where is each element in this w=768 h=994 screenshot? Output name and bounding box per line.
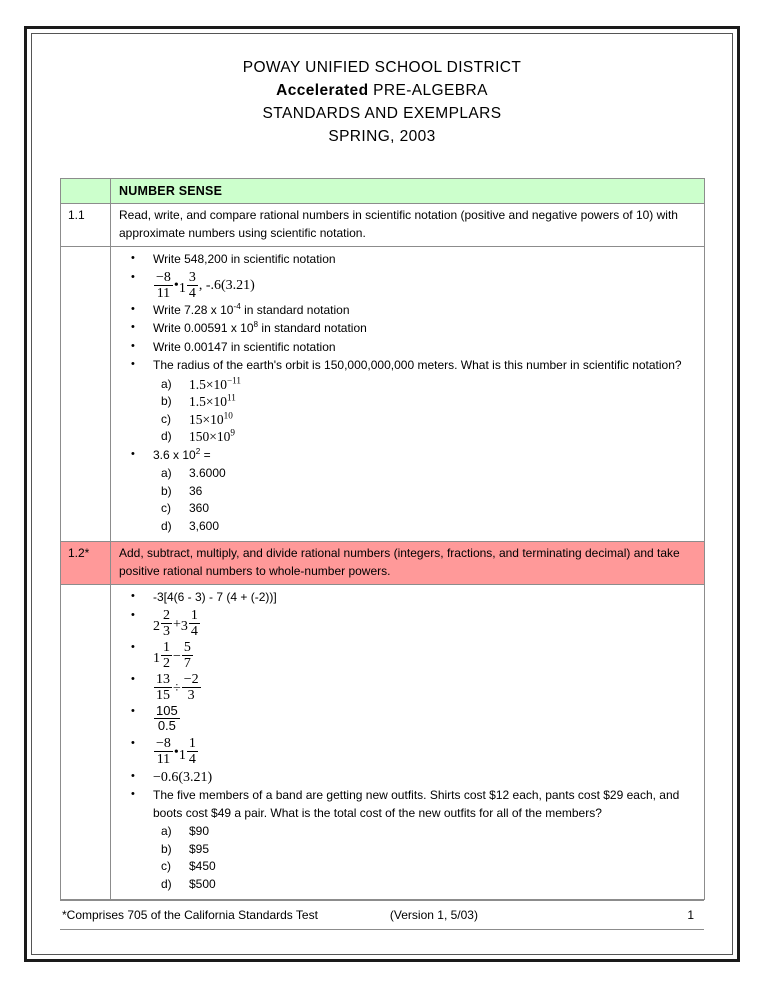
choice-item (153, 411, 700, 429)
choice-text: $90 (189, 824, 210, 839)
page-content (32, 34, 732, 954)
title-line-4 (60, 125, 704, 148)
exemplar-text-post: = (200, 447, 211, 462)
document-title-block (60, 56, 704, 148)
fraction-denominator: 7 (183, 656, 191, 672)
list-item (111, 320, 700, 338)
exemplar-text-post: in standard notation (240, 302, 350, 317)
page-border-outer (24, 26, 740, 962)
choice-item (153, 823, 700, 841)
exponent: 8 (253, 320, 259, 330)
title-text-3: STANDARDS AND EXEMPLARS (262, 105, 502, 122)
exponent: 11 (227, 392, 236, 403)
fraction (182, 640, 193, 671)
standards-table (60, 178, 705, 900)
fraction-denominator: 0.5 (154, 718, 180, 733)
fraction-denominator: 11 (154, 285, 173, 301)
fraction-numerator: 2 (163, 607, 170, 623)
footer-note: *Comprises 705 of the California Standards Test (62, 908, 318, 923)
list-item (111, 769, 700, 787)
standard-text-cell-1-2 (111, 542, 705, 585)
fraction-denominator: 4 (188, 752, 196, 768)
exemplar-list-cell-1-1 (111, 247, 705, 542)
fraction (187, 270, 198, 301)
title-text-2: PRE-ALGEBRA (368, 82, 488, 99)
footer-version: (Version 1, 5/03) (389, 908, 478, 923)
fraction-numerator: 1 (190, 607, 198, 623)
list-item (111, 339, 700, 357)
category-label: NUMBER SENSE (119, 184, 223, 198)
exponent: 10 (223, 410, 233, 421)
choice-list (153, 465, 700, 535)
title-text-1: POWAY UNIFIED SCHOOL DISTRICT (242, 59, 522, 76)
footer-page-number: 1 (687, 908, 694, 923)
fraction (154, 270, 173, 301)
list-item (111, 270, 700, 301)
choice-label: a) (161, 466, 172, 481)
fraction-denominator: 3 (182, 687, 201, 703)
title-line-1 (60, 56, 704, 79)
exemplar-question-text: The radius of the earth's orbit is 150,000,000,000 meters. What is this number in scientific notation? (153, 358, 682, 373)
fraction-numerator: • 105 (156, 703, 178, 719)
exemplar-math (153, 639, 194, 672)
mixed-integer: 1 (178, 280, 186, 296)
standard-number-cell-1-1 (61, 204, 111, 247)
standard-text-1-1: Read, write, and compare rational numbers in scientific notation (positive and negative powers of 10) with approximate numbers using scientific notation. (119, 208, 678, 240)
choice-text: 3,600 (189, 518, 220, 533)
list-item (111, 704, 700, 735)
exemplar-number-cell-1-1 (61, 247, 111, 542)
choice-label: c) (161, 859, 171, 874)
math-operator: − (173, 648, 181, 664)
choice-label: d) (161, 876, 172, 891)
exponent: −11 (227, 375, 242, 386)
exemplar-list-1-1 (111, 247, 704, 541)
exemplar-text-pre: Write 0.00591 x 10 (153, 321, 254, 336)
page-footer (60, 900, 704, 930)
choice-base: 15×10 (189, 411, 224, 427)
list-item (111, 640, 700, 671)
choice-label: d) (161, 518, 172, 533)
choice-list (153, 823, 700, 893)
choice-item (153, 393, 700, 411)
fraction (187, 736, 198, 767)
choice-text: 36 (189, 483, 203, 498)
exponent: -4 (233, 301, 241, 311)
standard-number-1-1: 1.1 (68, 208, 85, 222)
exemplar-text-pre: Write 7.28 x 10 (153, 302, 234, 317)
category-band-num-cell (61, 179, 111, 204)
choice-text: 360 (189, 501, 210, 516)
math-operator: ÷ (173, 681, 181, 696)
math-operator: + (173, 616, 181, 632)
list-item (111, 736, 700, 767)
standard-row-1-1 (61, 204, 705, 247)
choice-item (153, 841, 700, 859)
mixed-integer: 1 (153, 651, 160, 667)
exponent: 2 (195, 446, 201, 456)
fraction-numerator: 1 (163, 639, 170, 655)
standard-row-1-2 (61, 542, 705, 585)
choice-item (153, 428, 700, 446)
choice-label: a) (161, 376, 172, 391)
title-text-4: SPRING, 2003 (328, 128, 436, 145)
exemplar-text: -3[4(6 - 3) - 7 (4 + (-2))] (153, 590, 277, 605)
exemplar-question-text: The five members of a band are getting new outfits. Shirts cost $12 each, pants cost $29 each, and boots cost $49 a pair. What is the total cost of the new outfits for all of the members? (153, 788, 680, 820)
fraction-denominator: 4 (188, 285, 196, 301)
fraction-denominator: 2 (163, 656, 170, 672)
exemplar-text-pre: 3.6 x 10 (153, 447, 196, 462)
mixed-integer: 2 (153, 619, 160, 635)
choice-label: b) (161, 394, 172, 409)
mixed-integer: 3 (180, 619, 188, 635)
title-line-2 (60, 79, 704, 102)
exemplar-text: Write 548,200 in scientific notation (153, 252, 336, 266)
fraction (161, 608, 172, 639)
fraction (161, 640, 172, 671)
choice-base: 150×10 (189, 429, 231, 445)
exemplar-row-1-2 (61, 585, 705, 900)
fraction-numerator: 1 (188, 736, 196, 752)
standard-number-1-2: 1.2* (68, 546, 90, 561)
fraction (154, 736, 173, 767)
standard-number-cell-1-2 (61, 542, 111, 585)
exemplar-math (153, 607, 201, 639)
fraction-denominator: 3 (163, 623, 170, 639)
choice-label: c) (161, 501, 171, 516)
category-band-row (61, 179, 705, 204)
list-item (111, 302, 700, 320)
title-line-3 (60, 102, 704, 125)
choice-list (153, 376, 700, 446)
choice-label: c) (161, 411, 171, 426)
exemplar-math (153, 672, 202, 704)
exemplar-list-cell-1-2 (111, 585, 705, 900)
choice-item (153, 376, 700, 394)
fraction-denominator: 15 (156, 688, 170, 704)
category-band-label-cell (111, 179, 705, 204)
choice-text: $500 (189, 876, 216, 891)
choice-text: $95 (189, 841, 210, 856)
exemplar-math: −0.6(3.21) (153, 769, 213, 785)
exemplar-row-1-1 (61, 247, 705, 542)
choice-label: d) (161, 429, 172, 444)
page-border-inner (31, 33, 733, 955)
list-item (111, 608, 700, 639)
standard-text-cell-1-1 (111, 204, 705, 247)
fraction-denominator: 4 (190, 623, 198, 639)
choice-text: 3.6000 (189, 466, 226, 481)
mixed-integer: 1 (178, 747, 186, 763)
standard-text-1-2: Add, subtract, multiply, and divide rational numbers (integers, fractions, and terminating decimal) and take positive rational numbers to whole-number powers. (119, 546, 680, 578)
choice-base: 1.5×10 (189, 376, 227, 392)
fraction-numerator: • −8 (156, 736, 171, 752)
choice-label: b) (161, 841, 172, 856)
fraction (189, 608, 200, 639)
choice-label: b) (161, 483, 172, 498)
list-item (111, 251, 700, 269)
list-item (111, 589, 700, 607)
list-item (111, 787, 700, 893)
fraction-numerator: • −8 (156, 269, 171, 285)
fraction (182, 672, 201, 703)
math-tail: , -.6(3.21) (198, 278, 255, 294)
choice-item (153, 518, 700, 536)
choice-label: a) (161, 824, 172, 839)
choice-item (153, 500, 700, 518)
fraction-numerator: −2 (183, 672, 199, 688)
choice-base: 1.5×10 (189, 394, 227, 410)
list-item (111, 672, 700, 703)
choice-item (153, 465, 700, 483)
fraction-numerator: 5 (183, 639, 191, 655)
math-operator: • (173, 278, 179, 294)
choice-text: $450 (189, 859, 216, 874)
fraction-denominator: 11 (154, 751, 173, 767)
exemplar-number-cell-1-2 (61, 585, 111, 900)
list-item (111, 447, 700, 536)
fraction (154, 672, 172, 703)
choice-item (153, 876, 700, 894)
exemplar-list-1-2 (111, 585, 704, 899)
choice-item (153, 858, 700, 876)
math-operator: • (173, 745, 179, 761)
exemplar-math (153, 269, 255, 301)
list-item (111, 357, 700, 446)
exemplar-text-post: in standard notation (258, 321, 367, 336)
exponent: 9 (230, 427, 235, 438)
choice-item (153, 483, 700, 501)
fraction-numerator: • 13 (156, 672, 170, 688)
exemplar-text: Write 0.00147 in scientific notation (153, 339, 336, 354)
exemplar-math (153, 736, 199, 768)
title-accent-word: Accelerated (276, 82, 369, 99)
fraction (154, 704, 180, 733)
fraction-numerator: 3 (188, 269, 196, 285)
